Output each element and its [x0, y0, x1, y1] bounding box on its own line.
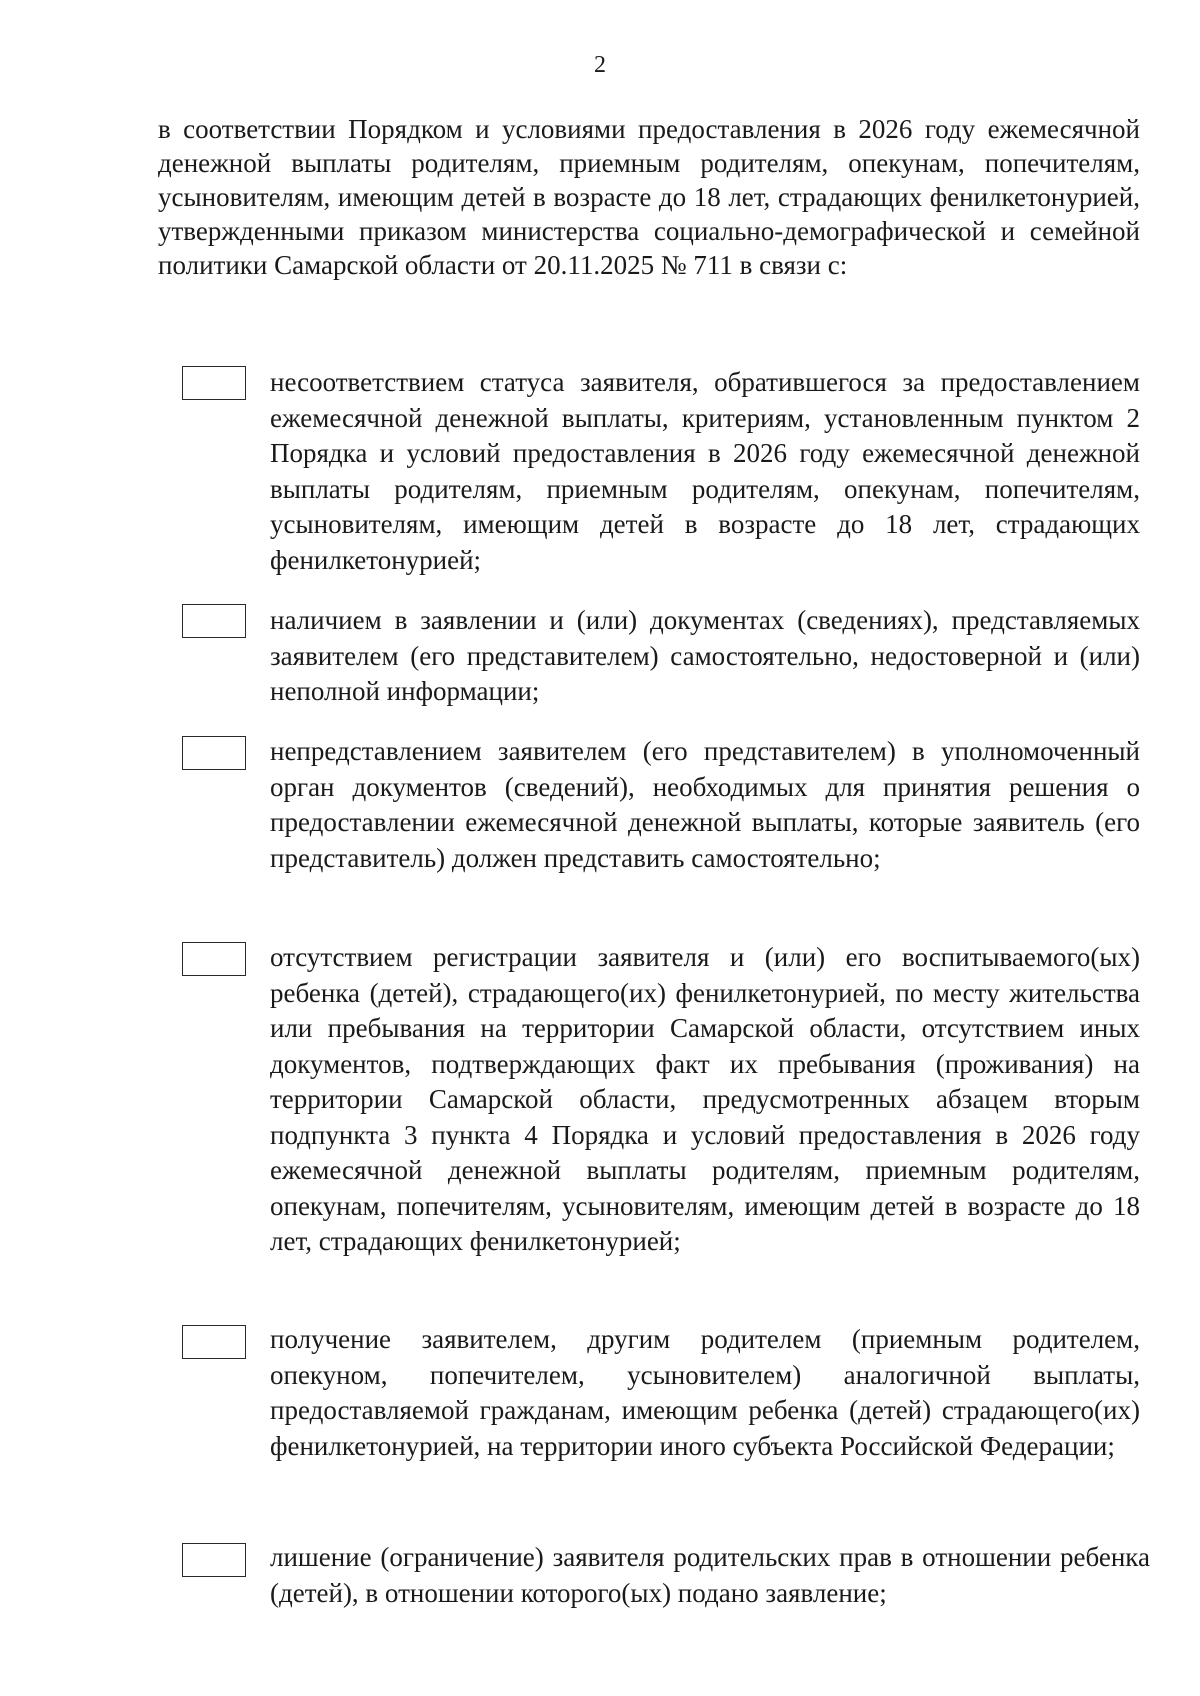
reason-text-6: лишение (ограничение) заявителя родительских прав в отношении ребенка (детей), в отношении которого(ых) подано заявление; — [270, 1542, 1150, 1608]
reason-text-3: непредставлением заявителем (его представителем) в уполномоченный орган документов (сведений), необходимых для принятия решения о предоставлении ежемесячной денежной выплаты, которые заявитель (его представитель) должен представить самостоятельно; — [270, 736, 1140, 873]
reason-checkbox-2[interactable] — [182, 604, 246, 638]
reason-checkbox-3[interactable] — [182, 736, 246, 770]
reason-checkbox-6[interactable] — [182, 1543, 246, 1577]
intro-paragraph: в соответствии Порядком и условиями предоставления в 2026 году ежемесячной денежной выплаты родителям, приемным родителям, опекунам, попечителям, усыновителям, имеющим детей в возрасте до 18 лет, страдающих фенилкетонурией, утвержденными приказом министерства социально-демографической и семейной политики Самарской области от 20.11.2025 № 711 в связи с: — [158, 114, 1140, 280]
reason-text-4: отсутствием регистрации заявителя и (или) его воспитываемого(ых) ребенка (детей), страдающего(их) фенилкетонурией, по месту жительства или пребывания на территории Самарской области, отсутствием иных документов, подтверждающих факт их пребывания (проживания) на территории Самарской области, предусмотренных абзацем вторым подпункта 3 пункта 4 Порядка и условий предоставления в 2026 году ежемесячной денежной выплаты родителям, приемным родителям, опекунам, попечителям, усыновителям, имеющим детей в возрасте до 18 лет, страдающих фенилкетонурией; — [270, 942, 1140, 1256]
reason-text-2: наличием в заявлении и (или) документах (сведениях), представляемых заявителем (его представителем) самостоятельно, недостоверной и (или) неполной информации; — [270, 605, 1140, 706]
reason-text-1: несоответствием статуса заявителя, обратившегося за предоставлением ежемесячной денежной выплаты, критериям, установленным пунктом 2 Порядка и условий предоставления в 2026 году ежемесячной денежной выплаты родителям, приемным родителям, опекунам, попечителям, усыновителям, имеющим детей в возрасте до 18 лет, страдающих фенилкетонурией; — [270, 367, 1140, 575]
reason-checkbox-5[interactable] — [182, 1325, 246, 1359]
reason-text-5: получение заявителем, другим родителем (приемным родителем, опекуном, попечителем, усыновителем) аналогичной выплаты, предоставляемой гражданам, имеющим ребенка (детей) страдающего(их) фенилкетонурией, на территории иного субъекта Российской Федерации; — [270, 1324, 1140, 1461]
reason-checkbox-4[interactable] — [182, 942, 246, 976]
reason-checkbox-1[interactable] — [182, 366, 246, 400]
page-number: 2 — [594, 52, 606, 78]
